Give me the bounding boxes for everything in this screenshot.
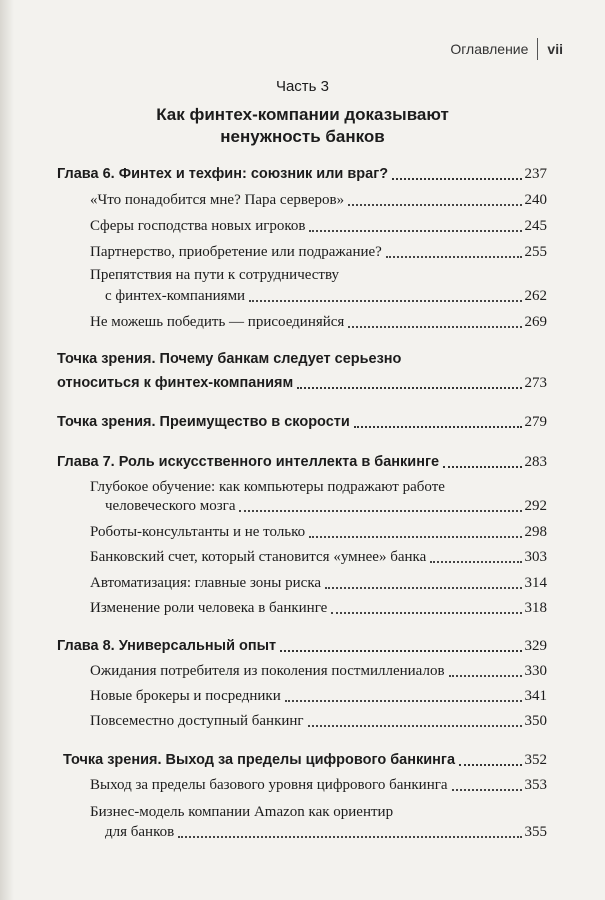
toc-entry-page: 245 [524,218,547,234]
toc-entry-page: 255 [524,244,547,260]
toc-entry-title: Точка зрения. Преимущество в скорости [57,414,350,430]
toc-entry[interactable] [90,686,547,706]
toc-entry-title: Изменение роли человека в банкинге [90,600,328,616]
toc-entry-page: 279 [524,414,547,430]
toc-entry-title: Роботы-консультанты и не только [90,524,306,540]
toc-entry[interactable] [90,242,547,262]
toc-entry[interactable] [90,312,547,332]
toc-entry-page: 352 [524,752,547,768]
toc-entry[interactable] [105,822,547,842]
toc-leader-dots [443,465,521,468]
toc-entry-title: Точка зрения. Выход за пределы цифрового банкинга [63,752,456,768]
toc-entry-title: Ожидания потребителя из поколения постмиллениалов [90,663,445,679]
toc-entry[interactable] [105,286,547,306]
toc-entry-page: 341 [524,688,547,704]
toc-entry-first-line: Бизнес-модель компании Amazon как ориентир [90,804,394,820]
toc-entry[interactable] [90,216,547,236]
toc-leader-dots [239,509,521,512]
toc-chapter-6[interactable] [57,164,547,184]
toc-entry-first-line: Глубокое обучение: как компьютеры подражают работе [90,479,445,495]
toc-entry[interactable] [90,547,547,567]
toc-entry[interactable] [90,190,547,210]
toc-viewpoint-first-line: Точка зрения. Почему банкам следует серьезно [57,351,402,367]
toc-entry-title: Глава 8. Универсальный опыт [57,638,277,654]
toc-entry-page: 237 [524,166,547,182]
toc-entry-title: с финтех-компаниями [105,288,246,304]
toc-leader-dots [392,177,521,180]
toc-leader-dots [430,560,521,563]
toc-entry[interactable] [90,522,547,542]
toc-entry-title: Повсеместно доступный банкинг [90,713,304,729]
page-number: vii [547,41,563,57]
toc-entry-page: 292 [524,498,547,514]
toc-entry-page: 269 [524,314,547,330]
toc-entry-title: Сферы господства новых игроков [90,218,306,234]
toc-entry-title: Выход за пределы базового уровня цифрового банкинга [90,777,448,793]
toc-viewpoint[interactable] [63,750,547,770]
toc-entry[interactable] [90,711,547,731]
running-head-section: Оглавление [450,41,529,57]
toc-entry-title: для банков [105,824,175,840]
toc-entry-page: 355 [524,824,547,840]
toc-leader-dots [348,325,521,328]
part-title: Как финтех-компании доказывают ненужность банков [156,105,449,146]
toc-leader-dots [178,835,521,838]
toc-entry-title: относиться к финтех-компаниям [57,375,294,391]
toc-entry-title: Партнерство, приобретение или подражание? [90,244,382,260]
toc-entry[interactable] [90,573,547,593]
part-label: Часть 3 [275,78,330,95]
toc-entry-page: 318 [524,600,547,616]
toc-leader-dots [449,674,522,677]
toc-viewpoint[interactable] [57,373,547,393]
toc-leader-dots [354,425,522,428]
toc-leader-dots [280,649,521,652]
toc-entry-title: человеческого мозга [105,498,236,514]
toc-entry-page: 298 [524,524,547,540]
toc-leader-dots [285,699,522,702]
toc-entry-first-line: Препятствия на пути к сотрудничеству [90,267,340,283]
toc-entry-title: Новые брокеры и посредники [90,688,281,704]
toc-entry-page: 240 [524,192,547,208]
toc-entry-page: 314 [524,575,547,591]
toc-leader-dots [297,386,521,389]
toc-entry-page: 330 [524,663,547,679]
toc-entry-page: 283 [524,454,547,470]
toc-leader-dots [309,229,521,232]
toc-entry-page: 262 [524,288,547,304]
toc-entry-title: Глава 7. Роль искусственного интеллекта в банкинге [57,454,440,470]
toc-chapter-8[interactable] [57,636,547,656]
toc-entry[interactable] [90,598,547,618]
toc-entry-title: Банковский счет, который становится «умнее» банка [90,549,427,565]
toc-leader-dots [249,299,521,302]
toc-entry-title: Глава 6. Финтех и техфин: союзник или враг? [57,166,389,182]
toc-entry-page: 329 [524,638,547,654]
toc-entry[interactable] [105,496,547,516]
toc-leader-dots [459,763,521,766]
toc-leader-dots [452,788,522,791]
toc-entry-page: 350 [524,713,547,729]
toc-entry-page: 273 [524,375,547,391]
toc-leader-dots [331,611,521,614]
toc-entry-page: 303 [524,549,547,565]
toc-leader-dots [308,724,522,727]
toc-leader-dots [348,203,521,206]
toc-entry-page: 353 [524,777,547,793]
toc-chapter-7[interactable] [57,452,547,472]
toc-viewpoint[interactable] [57,412,547,432]
toc-leader-dots [309,535,521,538]
toc-entry-title: Не можешь победить — присоединяйся [90,314,345,330]
toc-leader-dots [325,586,521,589]
toc-entry-title: «Что понадобится мне? Пара серверов» [90,192,345,208]
toc-entry[interactable] [90,661,547,681]
toc-leader-dots [386,255,522,258]
toc-entry[interactable] [90,775,547,795]
toc-entry-title: Автоматизация: главные зоны риска [90,575,322,591]
